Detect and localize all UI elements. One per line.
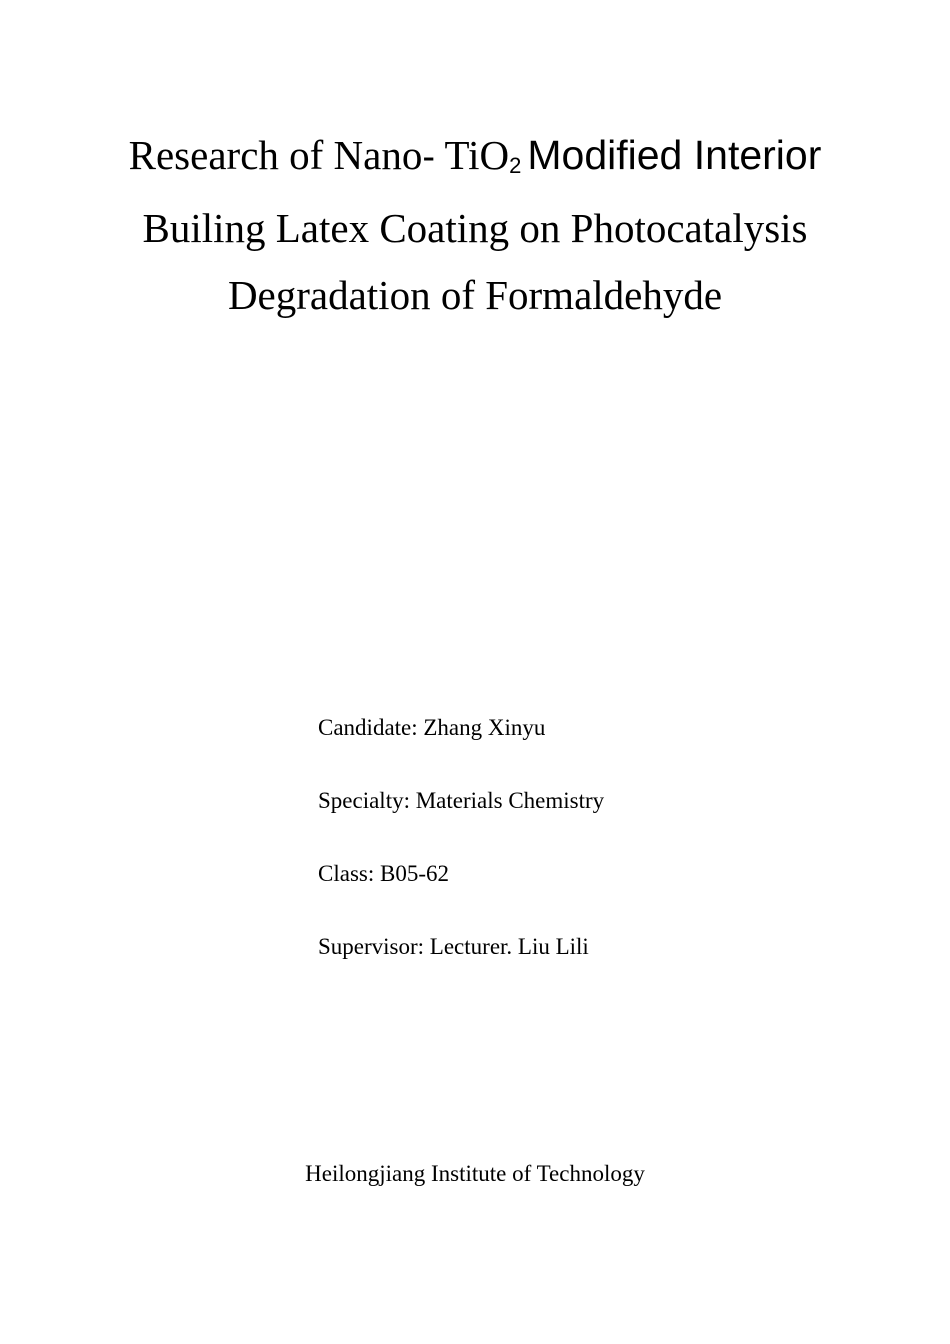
title-suffix: Modified Interior: [527, 132, 822, 178]
title-subscript: 2: [509, 153, 522, 178]
title-line-2: Builing Latex Coating on Photocatalysis: [142, 205, 808, 251]
title-prefix: Research of Nano: [128, 132, 423, 178]
title-line-3: Degradation of Formaldehyde: [227, 272, 723, 318]
thesis-title: [0, 122, 950, 329]
title-line-1: [0, 122, 950, 195]
class-line: Class: B05-62: [318, 861, 449, 886]
institution-name: Heilongjiang Institute of Technology: [305, 1161, 645, 1186]
title-formula: TiO: [444, 132, 510, 178]
specialty-line: Specialty: Materials Chemistry: [318, 788, 605, 813]
title-dash: -: [422, 136, 436, 178]
supervisor-line: Supervisor: Lecturer. Liu Lili: [318, 934, 589, 959]
candidate-line: Candidate: Zhang Xinyu: [318, 715, 546, 740]
author-info: [318, 710, 604, 1002]
